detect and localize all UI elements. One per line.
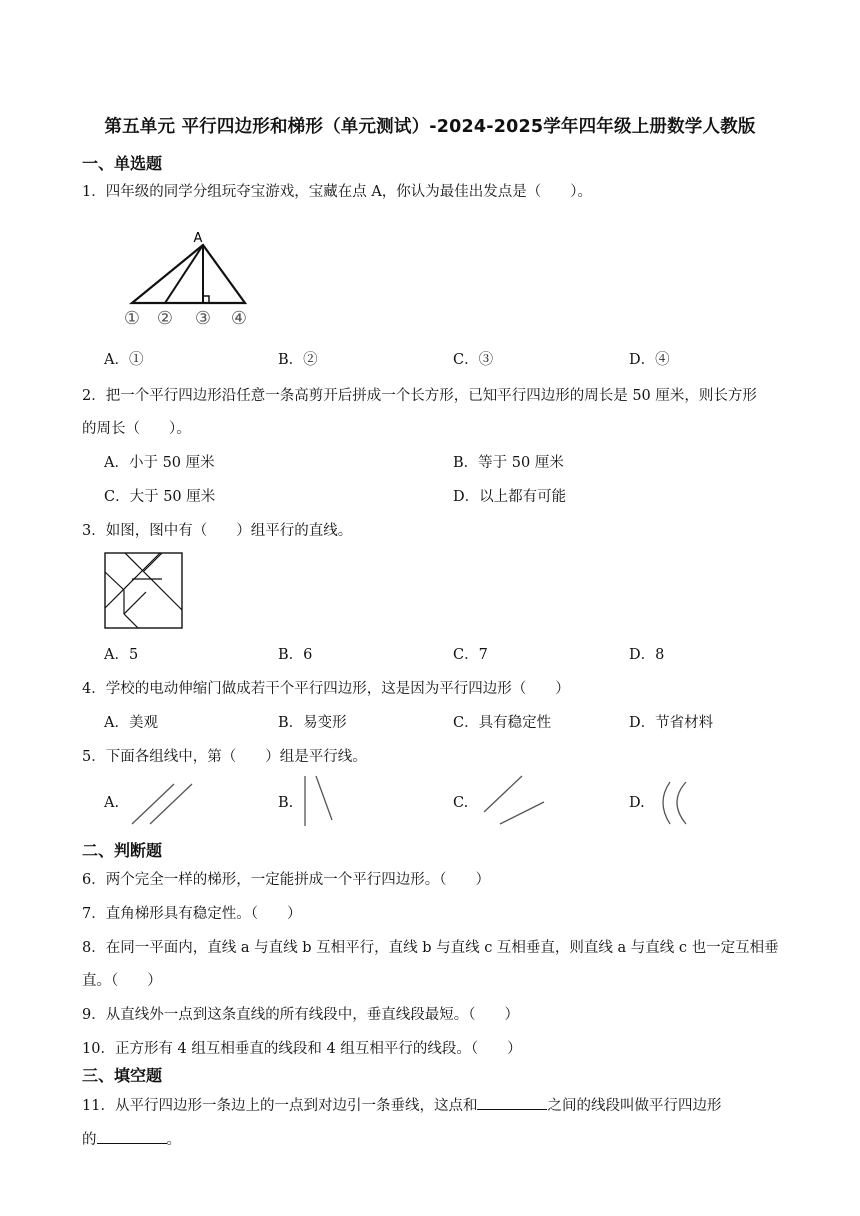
q1-option-b: B．② — [278, 352, 318, 368]
q5-option-c-lines — [478, 774, 548, 828]
question-5-text: 5．下面各组线中，第（ ）组是平行线。 — [82, 749, 367, 765]
q2-option-b: B．等于 50 厘米 — [453, 455, 564, 471]
question-10-text: 10．正方形有 4 组互相垂直的线段和 4 组互相平行的线段。（ ） — [82, 1041, 522, 1057]
q4-option-a: A．美观 — [104, 715, 158, 731]
point-label-1: ① — [123, 308, 141, 329]
q5-option-c: C. — [453, 795, 469, 811]
section-heading-true-false: 二、判断题 — [82, 841, 163, 860]
q2-option-c: C．大于 50 厘米 — [104, 489, 216, 505]
q5-option-a-lines — [128, 778, 198, 828]
question-11-part4: 。 — [166, 1132, 181, 1148]
section-heading-single-choice: 一、单选题 — [82, 154, 163, 173]
question-9-text: 9．从直线外一点到这条直线的所有线段中，垂直线段最短。（ ） — [82, 1007, 519, 1023]
question-2-text-line1: 2．把一个平行四边形沿任意一条高剪开后拼成一个长方形，已知平行四边形的周长是 50 厘米，则长方形 — [82, 388, 757, 404]
q1-option-d: D．④ — [629, 352, 670, 368]
page-title: 第五单元 平行四边形和梯形（单元测试）-2024-2025学年四年级上册数学人教版 — [104, 117, 756, 137]
apex-label-a: A — [193, 231, 203, 246]
question-11-part1: 11．从平行四边形一条边上的一点到对边引一条垂线，这点和 — [82, 1098, 478, 1114]
question-1-triangle-figure — [110, 228, 260, 330]
q4-option-b: B．易变形 — [278, 715, 347, 731]
q5-option-d-curves — [654, 778, 694, 828]
point-label-3: ③ — [194, 308, 212, 329]
square-outline — [105, 553, 182, 628]
point-label-2: ② — [156, 308, 174, 329]
question-11-line2 — [82, 1128, 181, 1149]
question-1-text: 1．四年级的同学分组玩夺宝游戏，宝藏在点 A，你认为最佳出发点是（ ）。 — [82, 184, 593, 200]
question-2-text-line2: 的周长（ ）。 — [82, 421, 191, 437]
question-7-text: 7．直角梯形具有稳定性。（ ） — [82, 906, 302, 922]
question-8-text-line2: 直。（ ） — [82, 973, 162, 989]
q1-option-a: A．① — [104, 352, 144, 368]
answer-blank-1[interactable] — [477, 1095, 547, 1110]
triangle-outline — [132, 245, 245, 303]
q5-option-d: D. — [629, 795, 645, 811]
q4-option-c: C．具有稳定性 — [453, 715, 552, 731]
question-11-part2: 之间的线段叫做平行四边形 — [547, 1098, 722, 1114]
question-11-line1 — [82, 1094, 721, 1115]
q3-option-c: C．7 — [453, 647, 488, 663]
q3-option-d: D．8 — [629, 647, 665, 663]
section-heading-fill-in: 三、填空题 — [82, 1066, 163, 1085]
question-4-text: 4．学校的电动伸缩门做成若干个平行四边形，这是因为平行四边形（ ） — [82, 681, 570, 697]
question-8-text-line1: 8．在同一平面内，直线 a 与直线 b 互相平行，直线 b 与直线 c 互相垂直，则直线 a 与直线 c 也一定互相垂 — [82, 940, 779, 956]
question-6-text: 6．两个完全一样的梯形，一定能拼成一个平行四边形。（ ） — [82, 872, 490, 888]
question-11-part3: 的 — [82, 1132, 97, 1148]
question-3-text: 3．如图，图中有（ ）组平行的直线。 — [82, 523, 353, 539]
q2-option-a: A．小于 50 厘米 — [104, 455, 215, 471]
q5-option-a: A. — [104, 795, 120, 811]
line-to-point-2 — [165, 245, 203, 303]
q3-option-b: B．6 — [278, 647, 313, 663]
q5-option-b: B. — [278, 795, 294, 811]
point-label-4: ④ — [230, 308, 248, 329]
q5-option-b-lines — [298, 774, 338, 828]
question-3-tangram-figure — [104, 552, 184, 630]
q1-option-c: C．③ — [453, 352, 494, 368]
q4-option-d: D．节省材料 — [629, 715, 714, 731]
q2-option-d: D．以上都有可能 — [453, 489, 567, 505]
q3-option-a: A．5 — [104, 647, 139, 663]
answer-blank-2[interactable] — [97, 1129, 167, 1144]
